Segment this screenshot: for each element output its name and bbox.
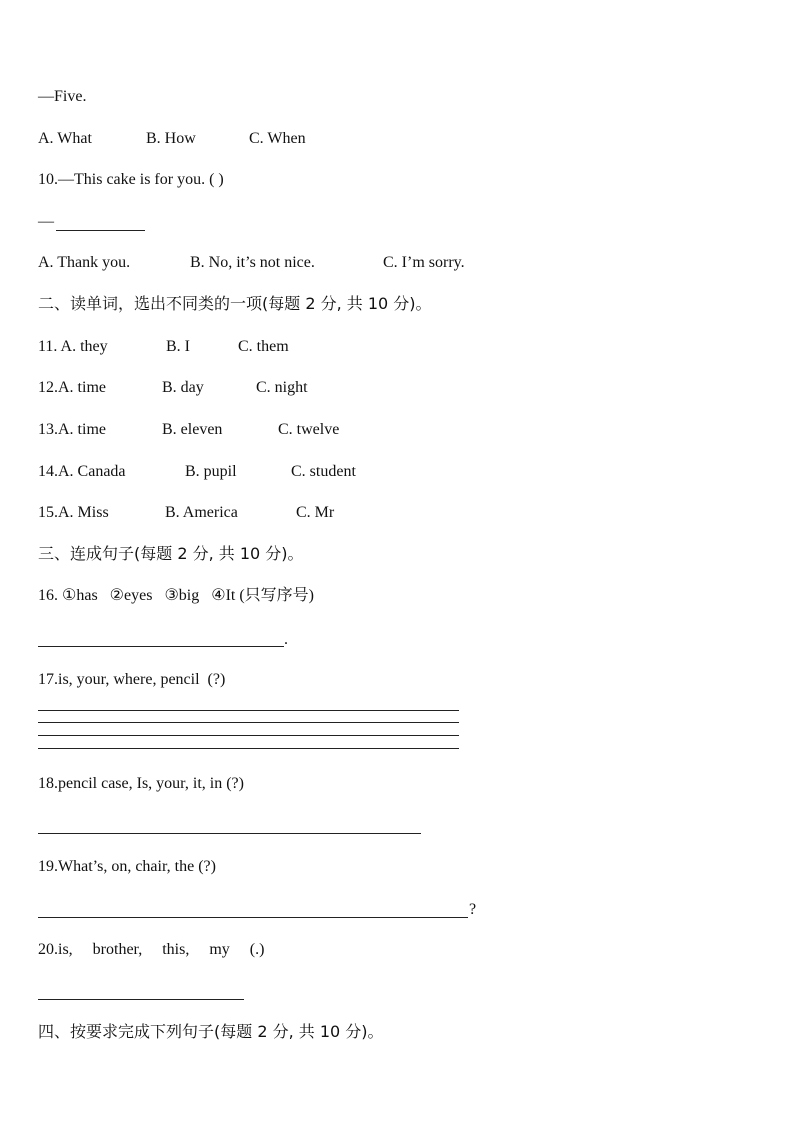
q9-option-a: A. What: [38, 130, 92, 147]
q15-option-b: B. America: [165, 504, 238, 521]
q12-option-a: 12.A. time: [38, 379, 106, 396]
q18-prompt: 18.pencil case, Is, your, it, in (?): [38, 775, 244, 792]
q11-option-a: 11. A. they: [38, 338, 108, 355]
q9-option-c: C. When: [249, 130, 306, 147]
q17-answer-line-2: [38, 722, 459, 723]
q16-period: .: [284, 631, 288, 648]
q18-answer-line: [38, 833, 421, 834]
q19-question-mark: ?: [469, 901, 477, 918]
q14-option-b: B. pupil: [185, 463, 237, 480]
q12-option-c: C. night: [256, 379, 308, 396]
q10-option-b: B. No, it’s not nice.: [190, 254, 315, 271]
q10-answer-line: [56, 230, 145, 231]
q11-option-c: C. them: [238, 338, 289, 355]
q14-option-c: C. student: [291, 463, 356, 480]
section3-title: 三、连成句子(每题 2 分, 共 10 分)。: [38, 544, 304, 563]
section2-title: 二、读单词，选出不同类的一项(每题 2 分, 共 10 分)。: [38, 294, 432, 313]
q19-answer-line: [38, 917, 468, 918]
q9-option-b: B. How: [146, 130, 196, 147]
q12-option-b: B. day: [162, 379, 204, 396]
q20-prompt: 20.is, brother, this, my (.): [38, 941, 265, 958]
q17-answer-line-3: [38, 735, 459, 736]
q20-answer-line: [38, 999, 244, 1000]
q17-answer-line-1: [38, 710, 459, 711]
q15-option-c: C. Mr: [296, 504, 335, 521]
q10-option-a: A. Thank you.: [38, 254, 131, 271]
section4-title: 四、按要求完成下列句子(每题 2 分, 共 10 分)。: [38, 1022, 384, 1041]
q13-option-c: C. twelve: [278, 421, 340, 438]
q16-prompt: 16. ①has ②eyes ③big ④It (只写序号): [38, 587, 315, 604]
q11-option-b: B. I: [166, 338, 190, 355]
q10-option-c: C. I’m sorry.: [383, 254, 465, 271]
q14-option-a: 14.A. Canada: [38, 463, 126, 480]
q15-option-a: 15.A. Miss: [38, 504, 109, 521]
q16-answer-line: [38, 646, 284, 647]
q13-option-a: 13.A. time: [38, 421, 106, 438]
q10-reply-dash: —: [38, 213, 54, 230]
q17-answer-line-4: [38, 748, 459, 749]
q9-answer: —Five.: [38, 88, 87, 105]
q13-option-b: B. eleven: [162, 421, 223, 438]
q19-prompt: 19.What’s, on, chair, the (?): [38, 858, 216, 875]
q10-prompt: 10.—This cake is for you. ( ): [38, 171, 224, 188]
q17-prompt: 17.is, your, where, pencil (?): [38, 671, 226, 688]
